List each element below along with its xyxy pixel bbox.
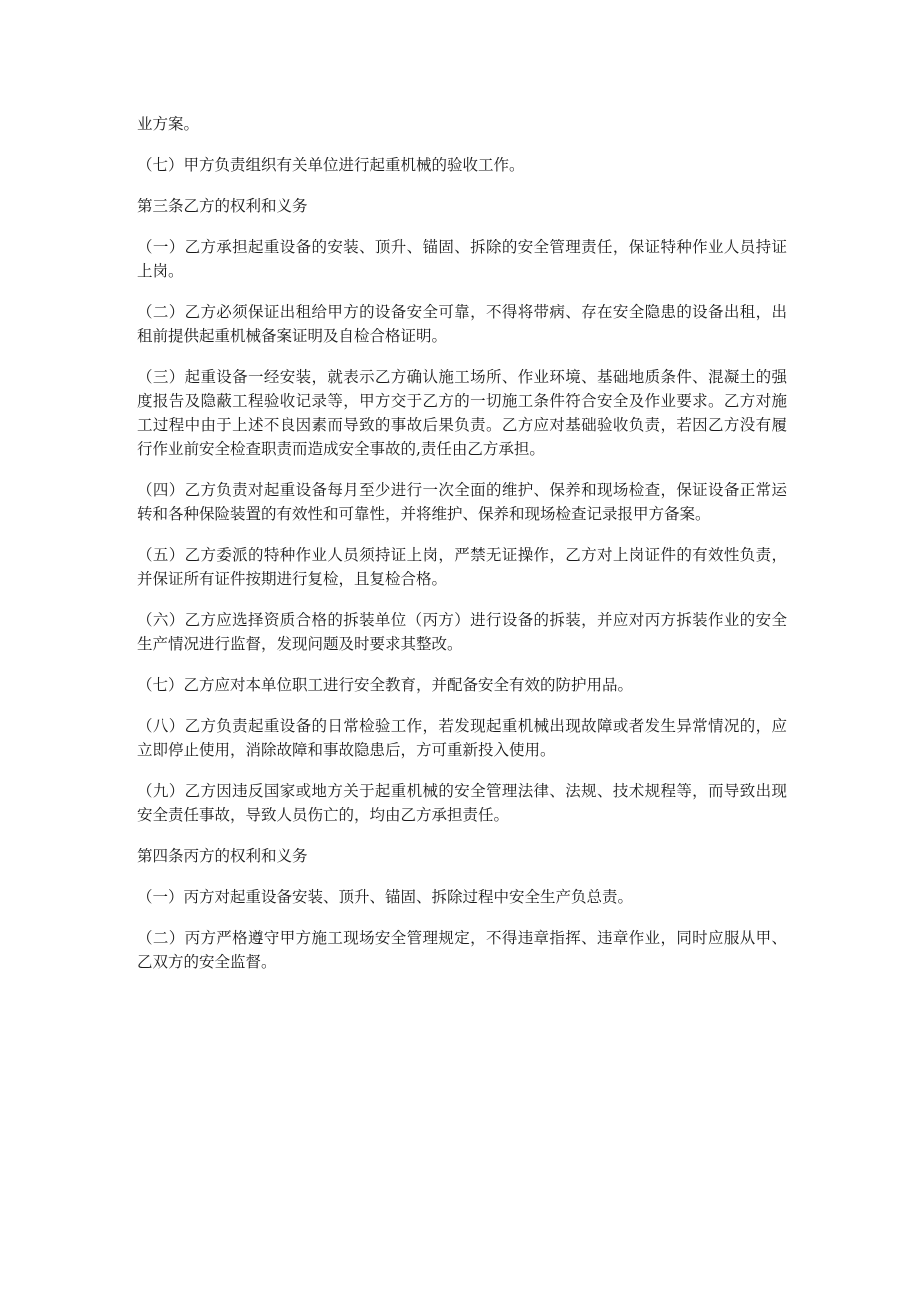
paragraph-party-b-9: （九）乙方因违反国家或地方关于起重机械的安全管理法律、法规、技术规程等，而导致出现安全责任事故，导致人员伤亡的，均由乙方承担责任。 [137, 782, 787, 824]
paragraph-party-b-2: （二）乙方必须保证出租给甲方的设备安全可靠，不得将带病、存在安全隐患的设备出租，出租前提供起重机械备案证明及自检合格证明。 [137, 303, 787, 345]
paragraph-party-b-6: （六）乙方应选择资质合格的拆装单位（丙方）进行设备的拆装，并应对丙方拆装作业的安全生产情况进行监督，发现问题及时要求其整改。 [137, 611, 787, 653]
paragraph-party-b-5: （五）乙方委派的特种作业人员须持证上岗，严禁无证操作，乙方对上岗证件的有效性负责，并保证所有证件按期进行复检，且复检合格。 [137, 546, 787, 588]
document-page [137, 112, 787, 991]
paragraph-party-b-7: （七）乙方应对本单位职工进行安全教育，并配备安全有效的防护用品。 [137, 676, 634, 694]
paragraph-party-b-1: （一）乙方承担起重设备的安装、顶升、锚固、拆除的安全管理责任，保证特种作业人员持证上岗。 [137, 238, 787, 280]
paragraph-party-b-4: （四）乙方负责对起重设备每月至少进行一次全面的维护、保养和现场检查，保证设备正常运转和各种保险装置的有效性和可靠性，并将维护、保养和现场检查记录报甲方备案。 [137, 481, 787, 523]
section-heading-article-4: 第四条丙方的权利和义务 [137, 847, 308, 865]
paragraph-work-plan-end: 业方案。 [137, 115, 200, 133]
paragraph-party-b-3: （三）起重设备一经安装，就表示乙方确认施工场所、作业环境、基础地质条件、混凝土的强度报告及隐蔽工程验收记录等，甲方交于乙方的一切施工条件符合安全及作业要求。乙方对施工过程中由于上述不良因素而导致的事故后果负责。乙方应对基础验收负责，若因乙方没有履行作业前安全检查职责而造成安全事故的,责任由乙方承担。 [137, 368, 787, 458]
paragraph-party-c-1: （一）丙方对起重设备安装、顶升、锚固、拆除过程中安全生产负总责。 [137, 888, 634, 906]
paragraph-party-a-7: （七）甲方负责组织有关单位进行起重机械的验收工作。 [137, 156, 525, 174]
paragraph-party-b-8: （八）乙方负责起重设备的日常检验工作，若发现起重机械出现故障或者发生异常情况的，应立即停止使用，消除故障和事故隐患后，方可重新投入使用。 [137, 717, 787, 759]
section-heading-article-3: 第三条乙方的权利和义务 [137, 197, 308, 215]
paragraph-party-c-2: （二）丙方严格遵守甲方施工现场安全管理规定，不得违章指挥、违章作业，同时应服从甲、乙双方的安全监督。 [137, 929, 787, 971]
